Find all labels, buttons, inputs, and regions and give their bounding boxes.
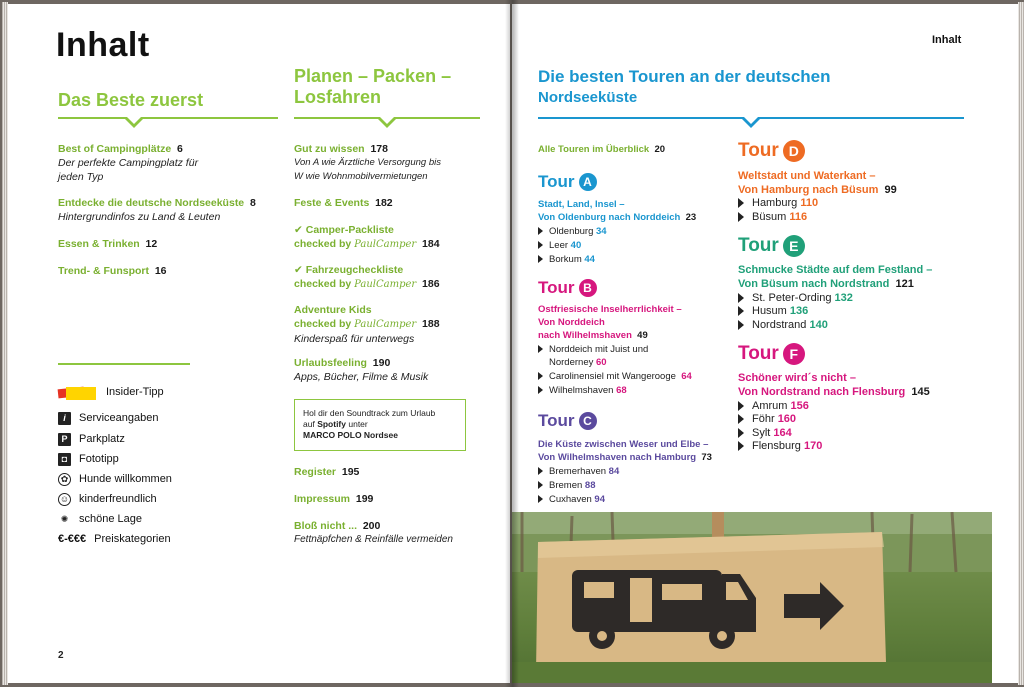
tour-title: Die Küste zwischen Weser und Elbe – [538, 439, 709, 450]
soundtrack-text: Hol dir den Soundtrack zum Urlaub [303, 408, 436, 418]
tour-stop[interactable] [538, 384, 627, 397]
price-icon: €-€€€ [58, 533, 87, 545]
toc-entry-title: Best of Campingplätze [58, 143, 172, 155]
tours-title-line: Nordseeküste [538, 89, 638, 106]
tour-route[interactable] [738, 385, 930, 399]
stop-name: Sylt [752, 427, 771, 439]
stop-page: 40 [570, 240, 582, 251]
tour-route-text: Von Hamburg nach Büsum [738, 184, 879, 196]
stop-page: 110 [800, 197, 819, 209]
page-heading: Inhalt [56, 26, 150, 64]
section-rule-notch [378, 119, 396, 128]
toc-entry-page: 6 [177, 143, 183, 155]
soundtrack-text [303, 419, 457, 430]
stop-name: Wilhelmshaven [549, 385, 614, 396]
stop-page: 34 [596, 226, 607, 237]
tour-stop[interactable] [738, 439, 822, 453]
section-title-line: Losfahren [294, 87, 382, 107]
right-page [512, 4, 1018, 683]
toc-entry-subtitle: Hintergrundinfos zu Land & Leuten [58, 211, 221, 223]
tour-route-text: Von Büsum nach Nordstrand [738, 278, 890, 290]
toc-entry-title: Register [294, 466, 337, 478]
spotify-soundtrack-box [294, 399, 466, 451]
tour-a-heading[interactable] [538, 172, 597, 192]
arrow-icon [538, 255, 543, 263]
toc-entry-title: Trend- & Funsport [58, 265, 149, 277]
section-title-planen [294, 66, 451, 108]
toc-entry-subtitle: W wie Wohnmobilvermietungen [294, 171, 428, 182]
tours-title [538, 66, 831, 108]
stop-page: 64 [681, 371, 692, 382]
tour-stop[interactable] [538, 253, 595, 266]
tour-c-heading[interactable] [538, 411, 597, 431]
toc-entry-page: 8 [250, 197, 256, 209]
legend-label: Parkplatz [79, 433, 125, 445]
stop-name: Oldenburg [549, 226, 594, 237]
stop-name: Föhr [752, 413, 775, 425]
stop-name: St. Peter-Ording [752, 292, 832, 304]
stop-name: Borkum [549, 254, 582, 265]
toc-entry-page: 186 [422, 278, 440, 290]
check-icon: ✔ [294, 264, 303, 276]
toc-entry-page: 200 [362, 520, 381, 532]
toc-entry-page: 188 [422, 318, 440, 330]
tour-title: Schöner wird´s nicht – [738, 372, 856, 384]
toc-entry-page: 195 [341, 466, 360, 478]
legend-rule [58, 363, 190, 365]
child-icon: ☺ [59, 494, 70, 504]
tour-stop[interactable] [738, 291, 853, 305]
toc-entry[interactable] [294, 196, 393, 210]
tour-word: Tour [738, 343, 779, 364]
toc-entry-subtitle: checked by [294, 278, 352, 290]
toc-entry[interactable] [294, 142, 441, 184]
legend-label: Fototipp [79, 453, 119, 465]
stop-page: 132 [834, 292, 853, 304]
arrow-icon [538, 227, 543, 235]
toc-entry-page: 16 [154, 265, 167, 277]
tour-stop[interactable] [738, 196, 818, 210]
info-icon: i [58, 412, 71, 425]
arrow-icon [738, 401, 744, 411]
toc-entry-subtitle: Der perfekte Campingplatz für [58, 157, 199, 169]
stop-page: 94 [594, 494, 605, 505]
stop-name: Carolinensiel mit Wangerooge [549, 371, 676, 382]
toc-entry-title: Bloß nicht ... [294, 520, 357, 532]
arrow-icon [738, 293, 744, 303]
arrow-icon [538, 481, 543, 489]
sun-icon: ✺ [58, 513, 71, 526]
tour-word: Tour [538, 278, 575, 297]
tour-word: Tour [538, 411, 575, 430]
toc-entry-page: 182 [375, 197, 393, 209]
toc-entry-title: Essen & Trinken [58, 238, 140, 250]
tour-d-badge: D [783, 140, 805, 162]
tour-route[interactable] [738, 277, 914, 291]
tour-page: 99 [884, 184, 897, 196]
stop-page: 60 [596, 357, 607, 368]
stop-page: 116 [789, 211, 808, 223]
tour-stop[interactable] [538, 343, 648, 356]
tour-stop[interactable] [538, 370, 692, 383]
legend-location [58, 511, 142, 527]
tour-page: 73 [701, 452, 712, 463]
stop-name: Bremen [549, 480, 583, 491]
toc-entry[interactable] [294, 263, 440, 292]
legend-insider-tip [58, 384, 164, 400]
section-rule-notch [125, 119, 143, 128]
stop-page: 170 [803, 440, 823, 452]
toc-entry[interactable] [294, 492, 373, 506]
tour-stop[interactable] [549, 356, 607, 369]
parking-icon: P [58, 433, 71, 446]
tour-word: Tour [538, 172, 575, 191]
legend-label: Serviceangaben [79, 412, 159, 424]
toc-entry-subtitle: Apps, Bücher, Filme & Musik [294, 371, 429, 383]
tour-route-text: nach Wilhelmshaven [538, 330, 632, 341]
toc-entry-subtitle: Von A wie Ärztliche Versorgung bis [294, 157, 441, 168]
tour-route[interactable] [538, 329, 648, 342]
stop-page: 88 [584, 480, 596, 491]
arrow-icon [738, 212, 744, 222]
stop-name: Hamburg [752, 197, 798, 209]
page-number: 2 [58, 650, 64, 661]
toc-entry-page: 190 [372, 357, 391, 369]
paulcamper-logo: PaulCamper [354, 279, 417, 290]
toc-entry-title: Impressum [294, 493, 351, 505]
tour-d-heading[interactable] [738, 140, 805, 162]
tour-e-badge: E [783, 235, 805, 257]
toc-entry[interactable] [58, 264, 167, 278]
soundtrack-text: unter [346, 419, 368, 429]
toc-entry-subtitle: Kinderspaß für unterwegs [294, 333, 415, 345]
toc-entry-title: Adventure Kids [294, 304, 372, 316]
tour-title: Ostfriesische Inselherrlichkeit – [538, 304, 682, 315]
stop-page: 136 [789, 305, 809, 317]
tour-stop[interactable] [738, 304, 808, 318]
left-page [8, 4, 510, 683]
tour-stop[interactable] [538, 493, 605, 506]
stop-name: Büsum [752, 211, 787, 223]
toc-entry[interactable] [294, 303, 440, 346]
legend-label: kinderfreundlich [79, 493, 157, 505]
section-title-line: Planen – Packen – [294, 66, 452, 86]
legend-label: Insider-Tipp [106, 386, 164, 398]
toc-entry[interactable] [58, 142, 198, 184]
tour-page: 121 [895, 278, 914, 290]
tour-stop[interactable] [538, 479, 595, 492]
stop-page: 164 [773, 427, 792, 439]
soundtrack-text: auf [303, 419, 318, 429]
tour-route-text: Von Nordstrand nach Flensburg [738, 386, 906, 398]
camper-sign-illustration [512, 512, 992, 683]
tour-word: Tour [738, 235, 779, 256]
tour-b-badge: B [579, 279, 597, 297]
tour-f-heading[interactable] [738, 343, 805, 365]
arrow-icon [738, 306, 744, 316]
toc-entry-subtitle: checked by [294, 318, 352, 330]
paulcamper-logo: PaulCamper [354, 319, 417, 330]
arrow-icon [738, 320, 744, 330]
toc-entry-title: Fahrzeugcheckliste [305, 264, 404, 276]
tour-route[interactable] [538, 451, 712, 464]
arrow-icon [538, 345, 543, 353]
stop-name: Bremerhaven [549, 466, 607, 477]
legend-service [58, 410, 159, 426]
tour-page: 23 [685, 212, 697, 223]
stop-page: 140 [809, 319, 828, 331]
overview-entry[interactable] [538, 143, 665, 156]
toc-entry-page: 12 [145, 238, 158, 250]
tour-stop[interactable] [538, 465, 619, 478]
arrow-icon [538, 241, 543, 249]
toc-entry[interactable] [58, 196, 256, 224]
tour-stop[interactable] [538, 225, 607, 238]
tour-route[interactable] [738, 183, 897, 197]
tour-page: 49 [637, 330, 648, 341]
arrow-icon [538, 372, 543, 380]
tour-stop[interactable] [738, 318, 828, 332]
stop-name: Nordstrand [752, 319, 807, 331]
section-rule [58, 117, 278, 119]
toc-entry[interactable] [58, 237, 157, 251]
toc-entry[interactable] [294, 356, 428, 384]
stop-name: Leer [549, 240, 569, 251]
tour-a-badge: A [579, 173, 597, 191]
tour-stop[interactable] [738, 210, 807, 224]
toc-entry-title: Feste & Events [294, 197, 370, 209]
tour-title: Schmucke Städte auf dem Festland – [738, 264, 933, 276]
insider-tip-icon [58, 384, 98, 400]
dog-icon: ✿ [58, 473, 71, 486]
toc-entry-page: 184 [422, 238, 440, 250]
right-page-edges [1018, 2, 1024, 685]
arrow-icon [538, 386, 543, 394]
legend-price [58, 531, 171, 547]
stop-name: Husum [752, 305, 787, 317]
stop-page: 44 [584, 254, 595, 265]
toc-entry[interactable] [294, 519, 453, 547]
tour-stop[interactable] [738, 399, 809, 413]
camper-sign-photo [512, 512, 992, 683]
arrow-icon [538, 495, 543, 503]
spotify-label: Spotify [317, 419, 346, 429]
legend-label: schöne Lage [79, 513, 142, 525]
tour-stop[interactable] [538, 239, 581, 252]
stop-name: Cuxhaven [549, 494, 592, 505]
arrow-icon [738, 428, 744, 438]
tour-page: 145 [911, 386, 930, 398]
tour-b-heading[interactable] [538, 278, 597, 298]
legend-photo [58, 451, 119, 467]
legend-label: Hunde willkommen [79, 473, 172, 485]
tour-f-badge: F [783, 343, 805, 365]
toc-entry[interactable] [294, 465, 359, 479]
toc-entry-subtitle: jeden Typ [58, 171, 104, 183]
legend-parking [58, 431, 125, 447]
toc-entry-page: 199 [355, 493, 374, 505]
toc-entry-page: 178 [370, 143, 388, 155]
tour-word: Tour [738, 140, 779, 161]
paulcamper-logo: PaulCamper [354, 239, 417, 250]
legend-kids [58, 491, 157, 507]
tour-e-heading[interactable] [738, 235, 805, 257]
stop-page: 160 [777, 413, 797, 425]
arrow-icon [738, 198, 744, 208]
legend-label: Preiskategorien [94, 533, 171, 545]
legend-dogs [58, 471, 172, 487]
running-head: Inhalt [932, 34, 962, 46]
tour-route-text: Von Wilhelmshaven nach Hamburg [538, 452, 697, 463]
camera-icon: ◘ [58, 453, 71, 466]
section-title-das-beste: Das Beste zuerst [58, 90, 204, 110]
tour-c-badge: C [579, 412, 597, 430]
arrow-icon [738, 441, 744, 451]
tour-title: Weltstadt und Waterkant – [738, 170, 876, 182]
toc-entry-subtitle: checked by [294, 238, 352, 250]
stop-page: 156 [790, 400, 809, 412]
playlist-name: MARCO POLO Nordsee [303, 430, 398, 440]
overview-title: Alle Touren im Überblick [538, 144, 650, 155]
arrow-icon [738, 414, 744, 424]
toc-entry-subtitle: Fettnäpfchen & Reinfälle vermeiden [294, 534, 453, 545]
toc-entry-title: Gut zu wissen [294, 143, 365, 155]
toc-entry-title: Urlaubsfeeling [294, 357, 367, 369]
overview-page: 20 [654, 144, 666, 155]
stop-page: 84 [608, 466, 620, 477]
toc-entry[interactable] [294, 223, 440, 252]
tours-title-line: Die besten Touren an der deutschen [538, 67, 831, 86]
tour-stop[interactable] [738, 426, 792, 440]
tour-route-text: Von Norddeich [538, 317, 605, 328]
stop-name: Flensburg [752, 440, 801, 452]
tour-route-text: Von Oldenburg nach Norddeich [538, 212, 681, 223]
stop-name: Amrum [752, 400, 788, 412]
stop-page: 68 [616, 385, 627, 396]
check-icon: ✔ [294, 224, 303, 236]
tour-stop[interactable] [738, 412, 796, 426]
toc-entry-title: Camper-Packliste [305, 224, 394, 236]
arrow-icon [538, 467, 543, 475]
tour-route[interactable] [538, 211, 696, 224]
tours-rule-notch [742, 119, 760, 128]
tour-title: Stadt, Land, Insel – [538, 199, 625, 210]
toc-entry-title: Entdecke die deutsche Nordseeküste [58, 197, 245, 209]
stop-name: Norderney [549, 357, 594, 368]
stop-name: Norddeich mit Juist und [549, 344, 649, 355]
